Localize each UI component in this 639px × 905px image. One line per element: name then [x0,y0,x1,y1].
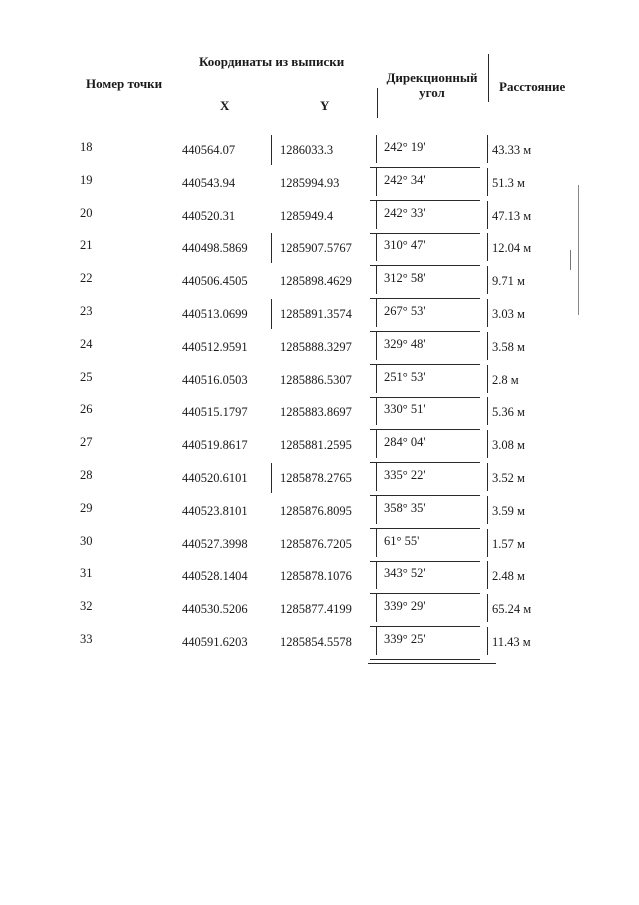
distance-cell: 3.59 м [492,504,525,518]
direction-angle-cell: 335° 22' [384,468,426,482]
y-coordinate-cell: 1285883.8697 [280,405,352,419]
row-separator [370,626,480,627]
column-border [271,135,272,165]
point-number-cell: 30 [80,534,93,548]
row-separator [370,528,480,529]
x-coordinate-cell: 440519.8617 [182,438,248,452]
table-row [0,337,639,360]
point-number-cell: 25 [80,370,93,384]
direction-angle-cell: 242° 34' [384,173,426,187]
point-number-cell: 33 [80,632,93,646]
point-number-cell: 18 [80,140,93,154]
column-border [376,168,377,196]
column-border [376,529,377,557]
row-separator [368,663,496,664]
header-divider [488,54,489,102]
column-border [487,266,488,294]
point-number-cell: 26 [80,402,93,416]
column-border [487,561,488,589]
column-border [487,496,488,524]
direction-angle-cell: 251° 53' [384,370,426,384]
direction-angle-cell: 343° 52' [384,566,426,580]
distance-cell: 2.8 м [492,373,519,387]
scan-mark [570,250,571,270]
point-number-cell: 22 [80,271,93,285]
direction-angle-cell: 310° 47' [384,238,426,252]
column-border [487,332,488,360]
column-border [487,299,488,327]
direction-angle-cell: 61° 55' [384,534,420,548]
table-row [0,370,639,393]
direction-angle-cell: 242° 33' [384,206,426,220]
column-border [487,201,488,229]
x-coordinate-cell: 440498.5869 [182,241,248,255]
column-border [376,365,377,393]
table-row [0,140,639,163]
row-separator [370,659,480,660]
column-border [376,594,377,622]
point-number-cell: 20 [80,206,93,220]
row-separator [370,265,480,266]
x-coordinate-cell: 440516.0503 [182,373,248,387]
column-border [487,627,488,655]
x-coordinate-cell: 440520.6101 [182,471,248,485]
point-number-cell: 29 [80,501,93,515]
column-border [487,135,488,163]
row-separator [370,429,480,430]
column-border [376,299,377,327]
x-coordinate-cell: 440513.0699 [182,307,248,321]
distance-cell: 3.58 м [492,340,525,354]
point-number-cell: 19 [80,173,93,187]
distance-header: Расстояние [499,79,566,94]
column-border [376,201,377,229]
column-border [376,496,377,524]
direction-angle-cell: 284° 04' [384,435,426,449]
column-border [376,135,377,163]
distance-cell: 65.24 м [492,602,532,616]
y-coordinate-cell: 1285881.2595 [280,438,352,452]
table-row [0,632,639,655]
direction-angle-cell: 312° 58' [384,271,426,285]
distance-cell: 43.33 м [492,143,532,157]
column-border [487,233,488,261]
y-coordinate-cell: 1285907.5767 [280,241,352,255]
table-row [0,501,639,524]
y-coordinate-cell: 1285888.3297 [280,340,352,354]
y-coordinate-cell: 1285854.5578 [280,635,352,649]
table-row [0,206,639,229]
x-coordinate-cell: 440530.5206 [182,602,248,616]
y-coordinate-cell: 1285876.7205 [280,537,352,551]
y-header: Y [320,98,330,113]
column-border [271,299,272,329]
distance-cell: 3.03 м [492,307,525,321]
y-coordinate-cell: 1285886.5307 [280,373,352,387]
column-border [487,594,488,622]
row-separator [370,593,480,594]
column-border [376,233,377,261]
y-coordinate-cell: 1285877.4199 [280,602,352,616]
coordinates-title: Координаты из выписки [199,54,345,69]
y-coordinate-cell: 1285876.8095 [280,504,352,518]
point-number-cell: 23 [80,304,93,318]
table-row [0,599,639,622]
direction-angle-cell: 267° 53' [384,304,426,318]
y-coordinate-cell: 1285898.4629 [280,274,352,288]
row-separator [370,200,480,201]
table-row [0,468,639,491]
distance-cell: 3.52 м [492,471,525,485]
point-number-cell: 24 [80,337,93,351]
x-coordinate-cell: 440506.4505 [182,274,248,288]
table-row [0,534,639,557]
y-coordinate-cell: 1286033.3 [280,143,334,157]
row-separator [370,495,480,496]
distance-cell: 1.57 м [492,537,525,551]
row-separator [370,462,480,463]
column-border [487,397,488,425]
distance-cell: 51.3 м [492,176,525,190]
column-border [376,266,377,294]
column-border [271,233,272,263]
row-separator [370,298,480,299]
point-number-cell: 27 [80,435,93,449]
column-border [487,529,488,557]
distance-cell: 2.48 м [492,569,525,583]
distance-cell: 3.08 м [492,438,525,452]
y-coordinate-cell: 1285878.1076 [280,569,352,583]
column-border [487,168,488,196]
distance-cell: 12.04 м [492,241,532,255]
x-coordinate-cell: 440527.3998 [182,537,248,551]
x-coordinate-cell: 440564.07 [182,143,236,157]
x-coordinate-cell: 440543.94 [182,176,236,190]
table-row [0,304,639,327]
table-row [0,402,639,425]
direction-angle-cell: 358° 35' [384,501,426,515]
x-coordinate-cell: 440520.31 [182,209,236,223]
column-border [376,627,377,655]
scan-mark [578,185,579,315]
column-border [487,463,488,491]
direction-angle-cell: 339° 29' [384,599,426,613]
x-coordinate-cell: 440523.8101 [182,504,248,518]
x-coordinate-cell: 440515.1797 [182,405,248,419]
direction-angle-header: Дирекционный угол [386,70,478,100]
column-border [376,561,377,589]
y-coordinate-cell: 1285994.93 [280,176,340,190]
distance-cell: 47.13 м [492,209,532,223]
column-border [376,430,377,458]
direction-angle-cell: 339° 25' [384,632,426,646]
table-row [0,435,639,458]
point-number-cell: 32 [80,599,93,613]
row-separator [370,561,480,562]
distance-cell: 11.43 м [492,635,531,649]
point-number-cell: 28 [80,468,93,482]
point-number-cell: 21 [80,238,93,252]
column-border [487,365,488,393]
y-coordinate-cell: 1285878.2765 [280,471,352,485]
table-row [0,238,639,261]
column-border [376,332,377,360]
header-divider [377,88,378,118]
row-separator [370,233,480,234]
column-border [271,463,272,493]
y-coordinate-cell: 1285949.4 [280,209,334,223]
row-separator [370,331,480,332]
row-separator [370,397,480,398]
row-separator [370,167,480,168]
table-row [0,566,639,589]
x-coordinate-cell: 440591.6203 [182,635,248,649]
row-separator [370,364,480,365]
x-coordinate-cell: 440512.9591 [182,340,248,354]
column-border [376,463,377,491]
direction-angle-cell: 330° 51' [384,402,426,416]
x-coordinate-cell: 440528.1404 [182,569,248,583]
point-number-header: Номер точки [86,76,163,91]
distance-cell: 9.71 м [492,274,525,288]
distance-cell: 5.36 м [492,405,525,419]
y-coordinate-cell: 1285891.3574 [280,307,352,321]
point-number-cell: 31 [80,566,93,580]
direction-angle-cell: 329° 48' [384,337,426,351]
column-border [376,397,377,425]
direction-angle-cell: 242° 19' [384,140,426,154]
x-header: X [220,98,230,113]
table-row [0,173,639,196]
table-row [0,271,639,294]
column-border [487,430,488,458]
